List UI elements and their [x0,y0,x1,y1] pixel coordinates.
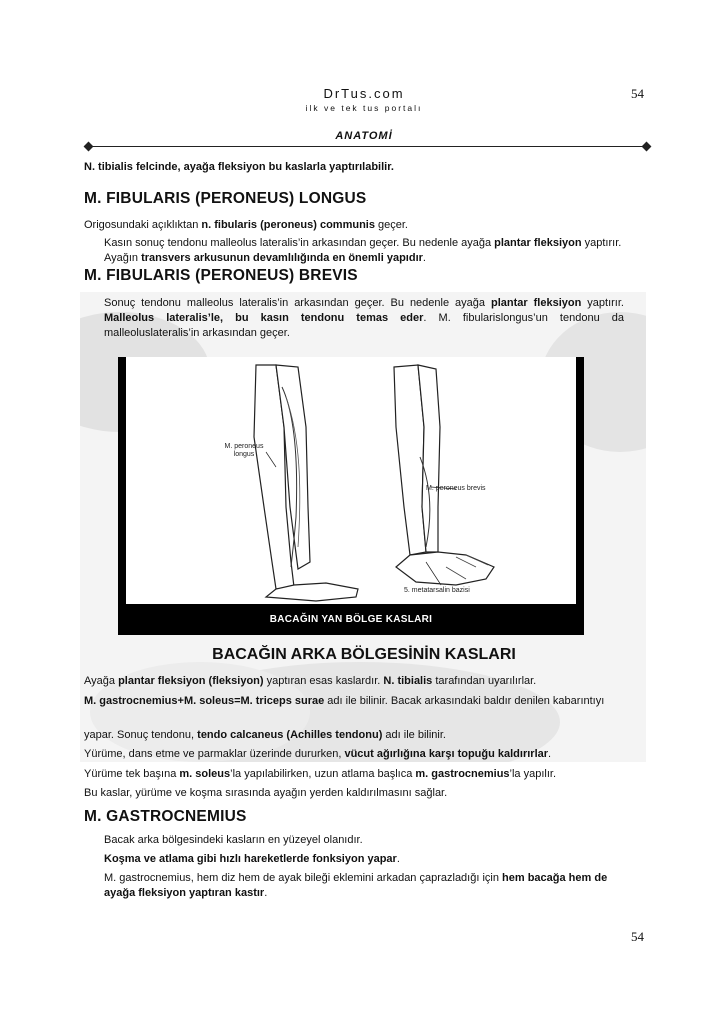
figure-illustration-area [126,357,576,604]
posterior-line-5: Yürüme tek başına m. soleus’la yapılabilirken, uzun atlama başlıca m. gastrocnemius’la yapılır. [84,768,557,780]
posterior-line-4: Yürüme, dans etme ve parmaklar üzerinde dururken, vücut ağırlığına karşı topuğu kaldırırlar. [84,748,552,760]
section-tag: ANATOMİ [335,130,393,142]
longus-origin: Origosundaki açıklıktan n. fibularis (peroneus) communis geçer. [84,219,408,231]
posterior-title: BACAĞIN ARKA BÖLGESİNİN KASLARI [212,646,516,663]
rule-left-diamond [84,141,94,151]
posterior-line-2: M. gastrocnemius+M. soleus=M. triceps surae adı ile bilinir. Bacak arkasındaki baldır denilen kabarıntıyı [84,695,605,707]
header-rule [88,146,646,147]
gastro-bullet-1: Bacak arka bölgesindeki kasların en yüzeyel olanıdır. [104,834,363,846]
longus-paragraph: Kasın sonuç tendonu malleolus lateralis’in arkasından geçer. Bu nedenle ayağa plantar fleksiyon yaptırır. Ayağın transvers arkusunun devamlılığında en önemli yapıdır. [104,237,622,264]
heading-brevis: M. FIBULARIS (PERONEUS) BREVIS [84,267,358,284]
gastro-bullet-2: Koşma ve atlama gibi hızlı hareketlerde fonksiyon yapar. [104,853,400,865]
posterior-line-6: Bu kaslar, yürüme ve koşma sırasında ayağın yerden kaldırılmasını sağlar. [84,787,448,799]
page-number-bottom: 54 [631,929,644,944]
rule-right-diamond [642,141,652,151]
page-number-top: 54 [631,86,644,101]
posterior-line-3: yapar. Sonuç tendonu, tendo calcaneus (Achilles tendonu) adı ile bilinir. [84,729,446,741]
gastro-bullet-3: M. gastrocnemius, hem diz hem de ayak bileği eklemini arkadan çaprazladığı için hem bacağa hem de ayağa fleksiyon yaptıran kastır. [104,872,608,899]
site-subtitle: ilk ve tek tus portalı [305,103,423,113]
brevis-paragraph: Sonuç tendonu malleolus lateralis’in arkasından geçer. Bu nedenle ayağa plantar fleksiyon yaptırır. Malleolus lateralis’le, bu kasın tendonu temas eder. M. fibularislongus’un tendonu da malleoluslateralis’in arkasından geçer. [104,297,624,339]
leg-muscles-figure [118,357,584,635]
site-title: DrTus.com [323,86,405,101]
intro-line: N. tibialis felcinde, ayağa fleksiyon bu kaslarla yaptırılabilir. [84,161,394,173]
label-peroneus-longus: M. peroneus longus [224,443,264,458]
leg-illustration [126,357,576,604]
heading-gastrocnemius: M. GASTROCNEMIUS [84,808,247,825]
label-metatarsal: 5. metatarsalin bazisi [404,587,470,594]
heading-longus: M. FIBULARIS (PERONEUS) LONGUS [84,190,367,207]
label-peroneus-brevis: M. peroneus brevis [426,485,486,492]
figure-caption: BACAĞIN YAN BÖLGE KASLARI [269,614,433,625]
posterior-line-1: Ayağa plantar fleksiyon (fleksiyon) yaptıran esas kaslardır. N. tibialis tarafından uyarılırlar. [84,675,537,687]
